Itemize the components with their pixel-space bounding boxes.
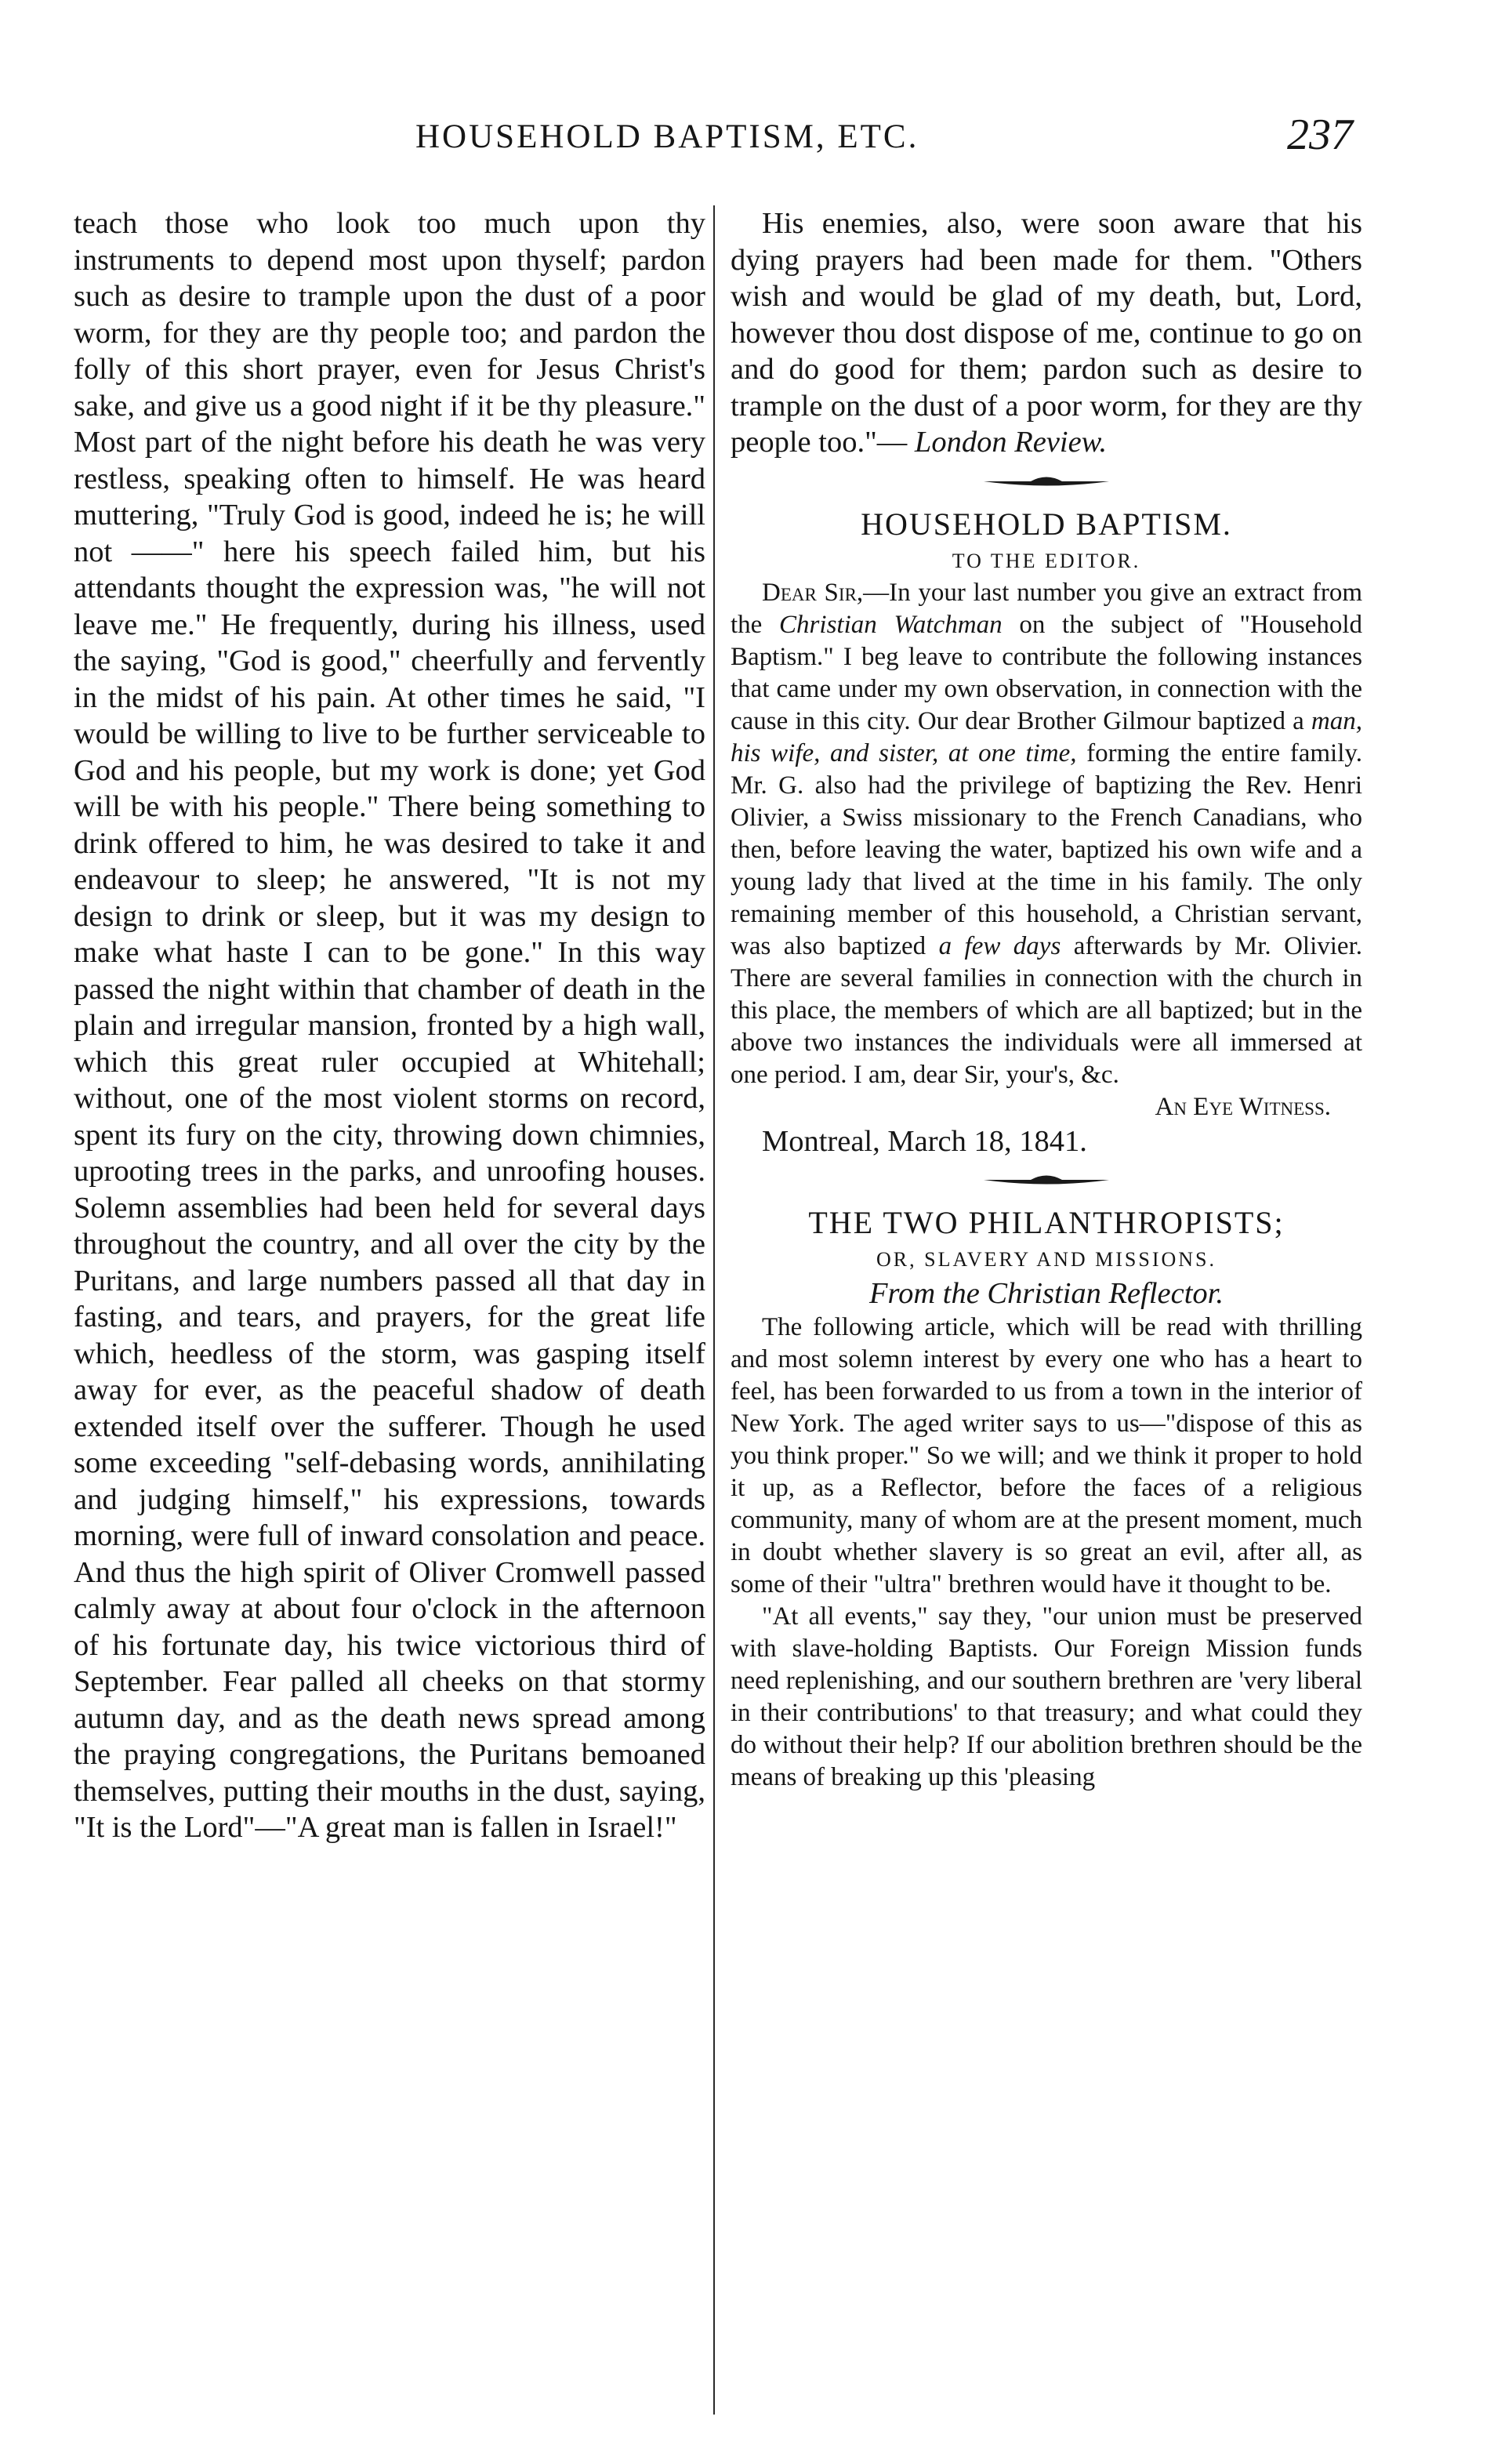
page-number: 237 (1287, 111, 1353, 159)
letter-text-3: forming the entire family. Mr. G. also had the privilege of baptizing the Rev. Henri Olivier, a Swiss missionary to the French Canadians, who then, before leaving the water, baptized his own wife and a young lady that lived at the time in his family. The only remaining member of this household, a Christian servant, was also baptized (731, 738, 1362, 960)
philanthropists-title: THE TWO PHILANTHROPISTS; (808, 1205, 1285, 1240)
household-baptism-title: HOUSEHOLD BAPTISM. (861, 506, 1232, 542)
cromwell-death-paragraph: teach those who look too much upon thy instruments to depend most upon thyself; pardon such as desire to trample upon the dust of a poor worm, for they are thy people too; and pardon the folly of this short prayer, even for Jesus Christ's sake, and give us a good night if it be thy pleasure." Most part of the night before his death he was very restless, speaking often to himself. He was heard muttering, "Truly God is good, indeed he is; he will not ——" here his speech failed him, but his attendants thought the expression was, "he will not leave me." He frequently, during his illness, used the saying, "God is good," cheerfully and fervently in the midst of his pain. At other times he said, "I would be willing to live to be further serviceable to God and his people, but my work is done; yet God will be with his people." There being something to drink offered to him, he was desired to take it and endeavour to sleep; he answered, "It is not my design to drink or sleep, but it was my design to make what haste I can to be gone." In this way passed the night within that chamber of death in the plain and irregular mansion, fronted by a high wall, which this great ruler occupied at Whitehall; without, one of the most violent storms on record, spent its fury on the city, throwing down chimnies, uprooting trees in the parks, and unroofing houses. Solemn assemblies had been held for several days throughout the country, and all over the city by the Puritans, and large numbers passed all that day in fasting, and tears, and prayers, for the great life which, heedless of the storm, was gasping itself away for ever, as the peaceful shadow of death extended itself over the sufferer. Though he used some exceeding "self-debasing words, annihilating and judging himself," his expressions, towards morning, were full of inward consolation and peace. And thus the high spirit of Oliver Cromwell passed calmly away at about four o'clock in the afternoon of his fortunate day, his twice victorious third of September. Fear palled all cheeks on that stormy autumn day, and as the death news spread among the praying congregations, the Puritans bemoaned themselves, putting their mouths in the dust, saying, "It is the Lord"—"A great man is fallen in Israel!" (74, 207, 705, 1844)
ornament-rule-icon (984, 1168, 1109, 1192)
letter-signature: An Eye Witness. (1155, 1092, 1331, 1121)
ornament-rule-icon (984, 470, 1109, 493)
letter-text-4: afterwards by Mr. Olivier. There are several families in connection with the church in this place, the members of which are all baptized; but in the above two instances the individuals were all immersed at one period. I am, dear Sir, your's, &c. (731, 931, 1362, 1089)
section-ornament (731, 466, 1362, 500)
philanthropists-subtitle: OR, SLAVERY AND MISSIONS. (876, 1248, 1217, 1271)
left-column (74, 205, 705, 1846)
paper-name: Christian Watchman (779, 610, 1003, 639)
philanthropists-paragraph-2: "At all events," say they, "our union must be preserved with slave-holding Baptists. Our Foreign Mission funds need replenishing, and our southern brethren are 'very liberal in their contributions' to that treasury; and what could they do without their help? If our abolition brethren should be the means of breaking up this 'pleasing (731, 1602, 1362, 1791)
baptism-letter (731, 577, 1362, 1091)
continuation-text: His enemies, also, were soon aware that his dying prayers had been made for them. "Others wish and would be glad of my death, but, Lord, however thou dost dispose of me, continue to go on and do good for them; pardon such as desire to trample on the dust of a poor worm, for they are thy people too."— (731, 207, 1362, 459)
continuation-paragraph (731, 205, 1362, 461)
right-column (731, 205, 1362, 1794)
philanthropists-paragraph-1: The following article, which will be read with thrilling and most solemn interest by every one who has a heart to feel, has been forwarded to us from a town in the interior of New York. The aged writer says to us—"dispose of this as you think proper." So we will; and we think it proper to hold it up, as a Reflector, before the faces of a religious community, many of whom are at the present moment, much in doubt whether slavery is so great an evil, after all, as some of their "ultra" brethren would have it thought to be. (731, 1313, 1362, 1598)
letter-text-2: on the subject of "Household Baptism." I beg leave to contribute the following instances that came under my own observation, in connection with the cause in this city. Our dear Brother Gilmour baptized a (731, 610, 1362, 735)
letter-text-1: —In your last number you give an extract from the (731, 578, 1362, 639)
running-head: HOUSEHOLD BAPTISM, ETC. (415, 118, 919, 155)
column-divider (713, 205, 715, 2415)
to-the-editor-subtitle: TO THE EDITOR. (952, 549, 1141, 572)
salutation: Dear Sir, (762, 578, 864, 607)
letter-dateline: Montreal, March 18, 1841. (762, 1124, 1087, 1158)
continuation-source: London Review. (914, 426, 1108, 459)
letter-emphasis-1: man, his wife, and sister, at one time, (731, 706, 1362, 767)
philanthropists-source: From the Christian Reflector. (869, 1277, 1224, 1310)
letter-emphasis-2: a few days (938, 931, 1061, 960)
section-ornament-2 (731, 1164, 1362, 1199)
